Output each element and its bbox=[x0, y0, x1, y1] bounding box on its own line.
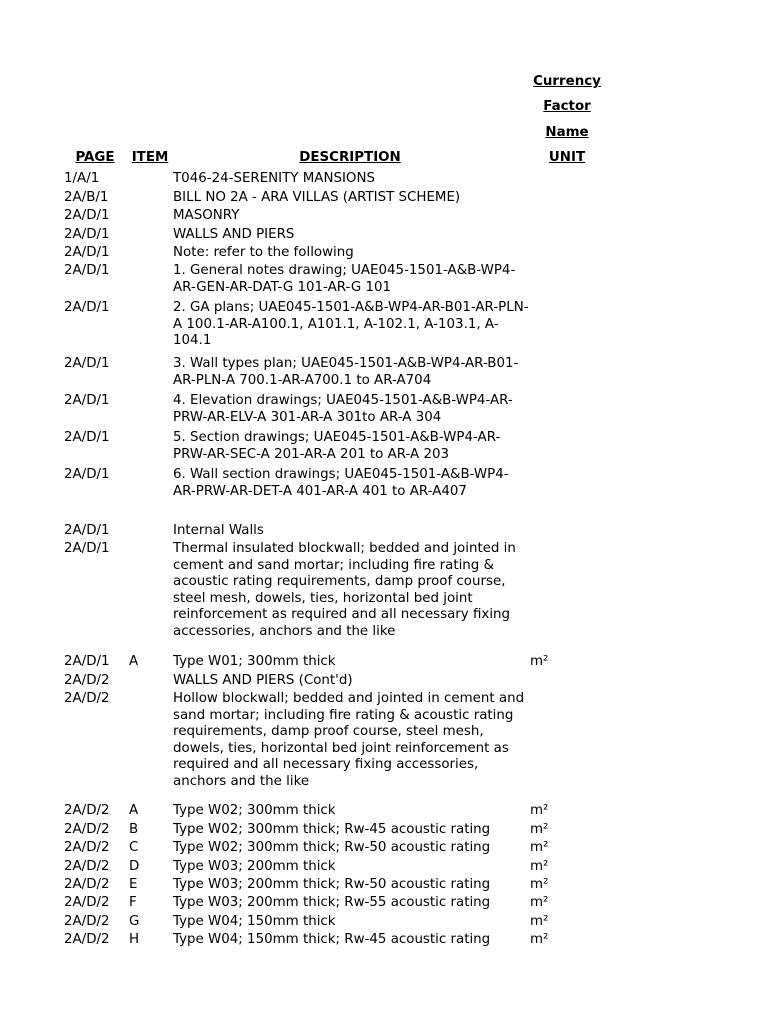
description-cell: Type W03; 200mm thick bbox=[173, 859, 336, 874]
unit-cell: m² bbox=[530, 877, 549, 892]
page-cell: 2A/D/1 bbox=[64, 300, 110, 315]
description-cell: T046-24-SERENITY MANSIONS bbox=[173, 171, 375, 186]
page-cell: 1/A/1 bbox=[64, 171, 100, 186]
description-cell: 5. Section drawings; UAE045-1501-A&B-WP4-AR-PRW-AR-SEC-A 201-AR-A 201 to AR-A 203 bbox=[173, 430, 501, 462]
page-cell: 2A/D/1 bbox=[64, 356, 110, 371]
description-cell: 3. Wall types plan; UAE045-1501-A&B-WP4-AR-B01-AR-PLN-A 700.1-AR-A700.1 to AR-A704 bbox=[173, 356, 519, 388]
page-cell: 2A/D/2 bbox=[64, 914, 110, 929]
page-cell: 2A/D/1 bbox=[64, 227, 110, 242]
page-cell: 2A/D/2 bbox=[64, 840, 110, 855]
description-cell: 4. Elevation drawings; UAE045-1501-A&B-WP4-AR-PRW-AR-ELV-A 301-AR-A 301to AR-A 304 bbox=[173, 393, 513, 425]
item-cell: H bbox=[129, 932, 140, 947]
col-header-description: DESCRIPTION bbox=[299, 150, 401, 165]
unit-cell: m² bbox=[530, 914, 549, 929]
description-cell: WALLS AND PIERS (Cont'd) bbox=[173, 673, 353, 688]
description-cell: Type W01; 300mm thick bbox=[173, 654, 336, 669]
page-cell: 2A/B/1 bbox=[64, 190, 109, 205]
page-cell: 2A/D/2 bbox=[64, 895, 110, 910]
unit-cell: m² bbox=[530, 840, 549, 855]
unit-cell: m² bbox=[530, 654, 549, 669]
description-cell: Type W04; 150mm thick; Rw-45 acoustic rating bbox=[173, 932, 491, 947]
description-cell: 6. Wall section drawings; UAE045-1501-A&B-WP4-AR-PRW-AR-DET-A 401-AR-A 401 to AR-A407 bbox=[173, 467, 509, 499]
page-cell: 2A/D/1 bbox=[64, 208, 110, 223]
unit-heading-currency: Currency bbox=[533, 74, 601, 89]
page-cell: 2A/D/1 bbox=[64, 523, 110, 538]
description-cell: BILL NO 2A - ARA VILLAS (ARTIST SCHEME) bbox=[173, 190, 461, 205]
item-cell: F bbox=[129, 895, 137, 910]
page-cell: 2A/D/1 bbox=[64, 245, 110, 260]
unit-cell: m² bbox=[530, 803, 549, 818]
page-cell: 2A/D/1 bbox=[64, 654, 110, 669]
col-header-unit: UNIT bbox=[548, 150, 586, 165]
page-cell: 2A/D/2 bbox=[64, 803, 110, 818]
page-cell: 2A/D/2 bbox=[64, 673, 110, 688]
description-cell: Type W02; 300mm thick bbox=[173, 803, 336, 818]
unit-cell: m² bbox=[530, 895, 549, 910]
description-cell: 2. GA plans; UAE045-1501-A&B-WP4-AR-B01-AR-PLN-A 100.1-AR-A100.1, A101.1, A-102.1, A-103.1, A-104.1 bbox=[173, 300, 529, 348]
description-cell: Type W02; 300mm thick; Rw-45 acoustic rating bbox=[173, 822, 491, 837]
col-header-page: PAGE bbox=[75, 150, 115, 165]
description-cell: Thermal insulated blockwall; bedded and jointed in cement and sand mortar; including fire rating & acoustic rating requirements, damp proof course, steel mesh, dowels, ties, horizontal bed joint reinforcement as required and all necessary fixing accessories, anchors and the like bbox=[173, 541, 516, 639]
unit-heading-name: Name bbox=[545, 125, 589, 140]
description-cell: MASONRY bbox=[173, 208, 240, 223]
description-cell: Type W02; 300mm thick; Rw-50 acoustic rating bbox=[173, 840, 491, 855]
unit-heading-factor: Factor bbox=[543, 99, 591, 114]
description-cell: Note: refer to the following bbox=[173, 245, 354, 260]
col-header-item: ITEM bbox=[131, 150, 169, 165]
page-cell: 2A/D/1 bbox=[64, 393, 110, 408]
item-cell: A bbox=[129, 654, 139, 669]
description-cell: WALLS AND PIERS bbox=[173, 227, 295, 242]
item-cell: G bbox=[129, 914, 140, 929]
page-cell: 2A/D/1 bbox=[64, 467, 110, 482]
description-cell: Hollow blockwall; bedded and jointed in cement and sand mortar; including fire rating & acoustic rating requirements, damp proof course, steel mesh, dowels, ties, horizontal bed joint reinforcement as required and all necessary fixing accessories, anchors and the like bbox=[173, 691, 525, 789]
item-cell: B bbox=[129, 822, 139, 837]
description-cell: Type W04; 150mm thick bbox=[173, 914, 336, 929]
page-cell: 2A/D/2 bbox=[64, 932, 110, 947]
page-cell: 2A/D/2 bbox=[64, 822, 110, 837]
item-cell: E bbox=[129, 877, 138, 892]
description-cell: Type W03; 200mm thick; Rw-50 acoustic rating bbox=[173, 877, 491, 892]
page-cell: 2A/D/1 bbox=[64, 430, 110, 445]
unit-cell: m² bbox=[530, 932, 549, 947]
item-cell: D bbox=[129, 859, 140, 874]
description-cell: Internal Walls bbox=[173, 523, 264, 538]
item-cell: C bbox=[129, 840, 139, 855]
page-cell: 2A/D/2 bbox=[64, 877, 110, 892]
page-cell: 2A/D/2 bbox=[64, 859, 110, 874]
description-cell: 1. General notes drawing; UAE045-1501-A&B-WP4-AR-GEN-AR-DAT-G 101-AR-G 101 bbox=[173, 263, 516, 295]
unit-cell: m² bbox=[530, 822, 549, 837]
unit-cell: m² bbox=[530, 859, 549, 874]
page-cell: 2A/D/2 bbox=[64, 691, 110, 706]
page-cell: 2A/D/1 bbox=[64, 541, 110, 556]
page-cell: 2A/D/1 bbox=[64, 263, 110, 278]
item-cell: A bbox=[129, 803, 139, 818]
description-cell: Type W03; 200mm thick; Rw-55 acoustic rating bbox=[173, 895, 491, 910]
